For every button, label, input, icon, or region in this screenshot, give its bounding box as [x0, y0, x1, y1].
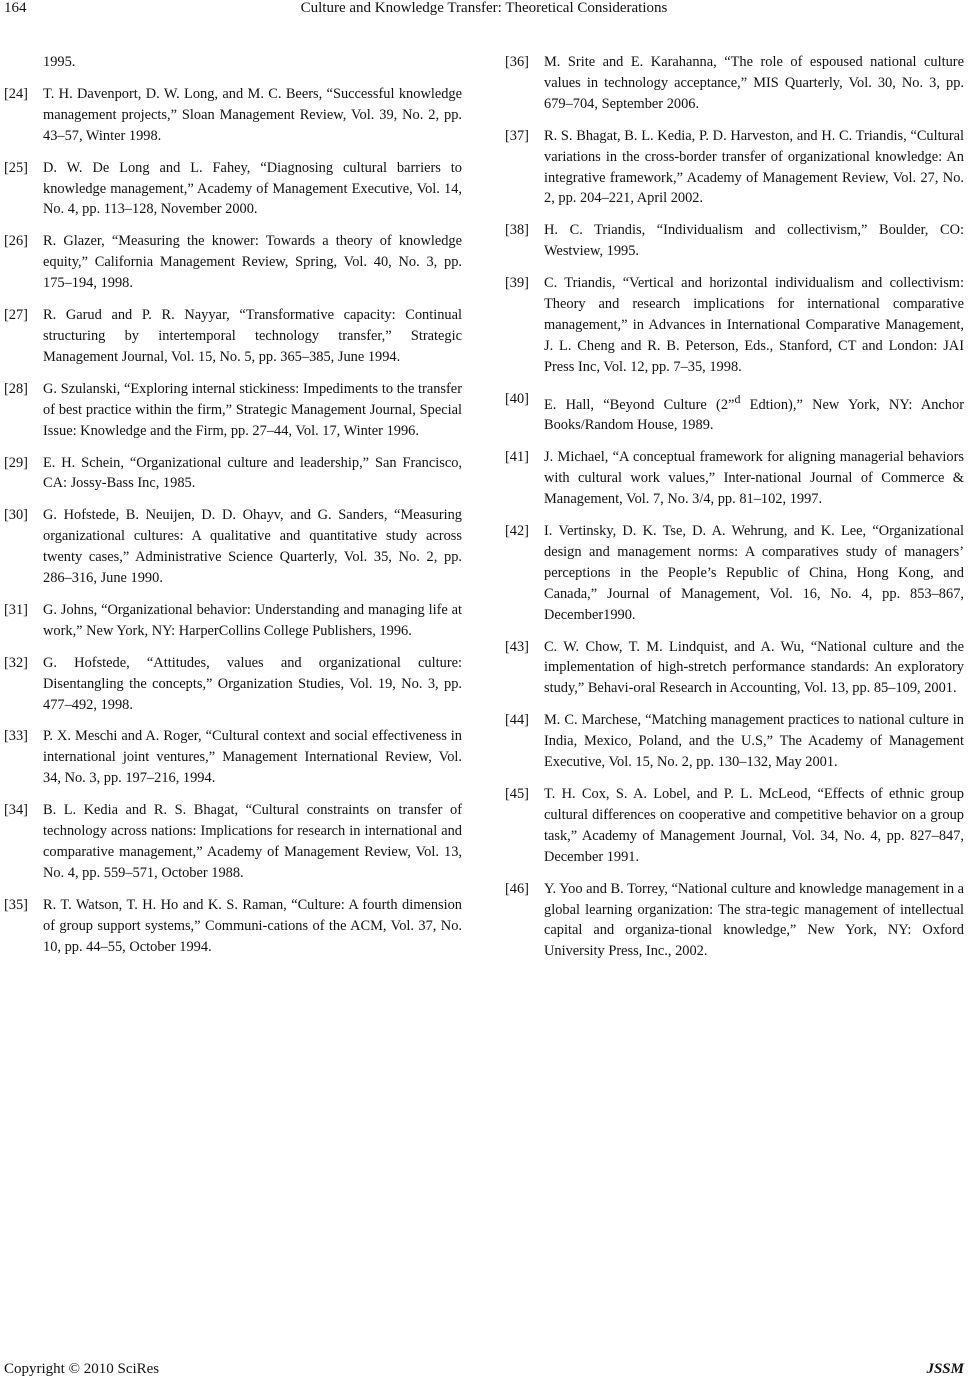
reference-text: M. Srite and E. Karahanna, “The role of espoused national culture values in technology acceptance,” MIS Quarterly, Vol. 30, No. 3, pp. 679–704, September 2006. — [544, 54, 964, 112]
reference-29 — [4, 453, 462, 495]
reference-text: G. Szulanski, “Exploring internal stickiness: Impediments to the transfer of best practice within the firm,” Strategic Management Journal, Special Issue: Knowledge and the Firm, pp. 27–44, Vol. 17, Winter 1996. — [43, 380, 462, 439]
reference-24 — [4, 84, 462, 147]
reference-text — [544, 389, 964, 437]
page-number: 164 — [4, 0, 27, 16]
reference-text: G. Hofstede, “Attitudes, values and organizational culture: Disentangling the concepts,” Organization Studies, Vol. 19, No. 3, pp. 477–492, 1998. — [43, 654, 462, 713]
reference-28 — [4, 379, 462, 442]
reference-33 — [4, 726, 462, 789]
reference-number: [33] — [4, 728, 28, 745]
reference-number: [40] — [505, 390, 529, 407]
reference-number: [28] — [4, 380, 28, 397]
reference-text: M. C. Marchese, “Matching management practices to national culture in India, Mexico, Poland, and the U.S,” The Academy of Management Executive, Vol. 15, No. 2, pp. 130–132, May 2001. — [544, 712, 964, 771]
reference-46 — [505, 879, 964, 963]
journal-abbreviation: JSSM — [926, 1361, 964, 1377]
reference-number: [45] — [505, 785, 529, 802]
reference-37 — [505, 126, 964, 210]
running-title: Culture and Knowledge Transfer: Theoretical Considerations — [300, 0, 668, 16]
reference-45 — [505, 784, 964, 868]
reference-number: [42] — [505, 523, 529, 540]
left-column — [4, 52, 462, 969]
reference-text: P. X. Meschi and A. Roger, “Cultural context and social effectiveness in international joint ventures,” Management International Review, Vol. 34, No. 3, pp. 197–216, 1994. — [43, 728, 462, 787]
reference-38 — [505, 220, 964, 262]
reference-continuation: 1995. — [43, 54, 76, 70]
reference-number: [37] — [505, 127, 529, 144]
reference-44 — [505, 710, 964, 773]
reference-number: [34] — [4, 802, 28, 819]
reference-number: [32] — [4, 654, 28, 671]
reference-number: [38] — [505, 222, 529, 239]
reference-text: Y. Yoo and B. Torrey, “National culture and knowledge management in a global learning organization: The stra-tegic management of intellectual capital and organiza-tional knowledge,” New York, NY: Oxford University Press, Inc., 2002. — [544, 880, 964, 960]
reference-text: R. S. Bhagat, B. L. Kedia, P. D. Harveston, and H. C. Triandis, “Cultural variations in the cross-border transfer of organizational knowledge: An integrative framework,” Academy of Management Review, Vol. 27, No. 2, pp. 204–221, April 2002. — [544, 127, 964, 207]
reference-42 — [505, 521, 964, 626]
reference-text-part: E. Hall, “Beyond Culture (2” — [544, 396, 735, 413]
reference-36 — [505, 52, 964, 115]
page-header — [4, 0, 964, 22]
reference-number: [25] — [4, 159, 28, 176]
reference-31 — [4, 600, 462, 642]
reference-text: B. L. Kedia and R. S. Bhagat, “Cultural constraints on transfer of technology across nations: Implications for research in international and comparative management,” Academy of Management Review, Vol. 13, No. 4, pp. 559–571, October 1988. — [43, 802, 462, 881]
superscript: d — [734, 391, 741, 406]
reference-text: H. C. Triandis, “Individualism and collectivism,” Boulder, CO: Westview, 1995. — [544, 222, 964, 260]
reference-text: J. Michael, “A conceptual framework for aligning managerial behaviors with cultural work values,” Inter-national Journal of Commerce & Management, Vol. 7, No. 3/4, pp. 81–102, 1997. — [544, 449, 964, 508]
reference-number: [31] — [4, 601, 28, 618]
reference-35 — [4, 895, 462, 958]
copyright-notice: Copyright © 2010 SciRes — [4, 1361, 160, 1377]
reference-number: [46] — [505, 880, 529, 897]
reference-text: R. Garud and P. R. Nayyar, “Transformative capacity: Continual structuring by intertemporal technology transfer,” Strategic Management Journal, Vol. 15, No. 5, pp. 365–385, June 1994. — [43, 307, 462, 365]
reference-30 — [4, 505, 462, 589]
reference-40 — [505, 389, 964, 437]
reference-number: [44] — [505, 712, 529, 729]
reference-number: [41] — [505, 449, 529, 466]
reference-number: [36] — [505, 54, 529, 70]
reference-text: R. Glazer, “Measuring the knower: Towards a theory of knowledge equity,” California Management Review, Spring, Vol. 40, No. 3, pp. 175–194, 1998. — [43, 233, 462, 292]
reference-text: T. H. Davenport, D. W. Long, and M. C. Beers, “Successful knowledge management projects,” Sloan Management Review, Vol. 39, No. 2, pp. 43–57, Winter 1998. — [43, 85, 462, 144]
reference-text: D. W. De Long and L. Fahey, “Diagnosing cultural barriers to knowledge management,” Academy of Management Executive, Vol. 14, No. 4, pp. 113–128, November 2000. — [43, 159, 462, 218]
reference-32 — [4, 653, 462, 716]
reference-text: G. Hofstede, B. Neuijen, D. D. Ohayv, and G. Sanders, “Measuring organizational cultures: A qualitative and quantitative study across twenty cases,” Administrative Science Quarterly, Vol. 35, No. 2, pp. 286–316, June 1990. — [43, 507, 462, 587]
reference-number: [27] — [4, 307, 28, 324]
reference-number: [43] — [505, 638, 529, 655]
reference-text: C. W. Chow, T. M. Lindquist, and A. Wu, “National culture and the implementation of high-stretch performance standards: An exploratory study,” Behavi-oral Research in Accounting, Vol. 13, pp. 85–109, 2001. — [544, 638, 964, 697]
reference-34 — [4, 800, 462, 884]
reference-27 — [4, 305, 462, 368]
reference-text: E. H. Schein, “Organizational culture and leadership,” San Francisco, CA: Jossy-Bass Inc, 1985. — [43, 454, 462, 492]
reference-25 — [4, 158, 462, 221]
reference-26 — [4, 231, 462, 294]
right-column — [505, 52, 964, 973]
reference-41 — [505, 447, 964, 510]
reference-number: [29] — [4, 454, 28, 471]
reference-43 — [505, 637, 964, 700]
reference-text: C. Triandis, “Vertical and horizontal individualism and collectivism: Theory and research implications for international comparative management,” in Advances in International Comparative Management, J. L. Cheng and R. B. Peterson, Eds., Stanford, CT and London: JAI Press Inc, Vol. 12, pp. 7–35, 1998. — [544, 275, 964, 375]
reference-number: [39] — [505, 275, 529, 292]
reference-text: G. Johns, “Organizational behavior: Understanding and managing life at work,” New York, NY: HarperCollins College Publishers, 1996. — [43, 601, 462, 639]
reference-text-part: Edtion),” New York, NY: Anchor Books/Random House, 1989. — [544, 396, 964, 434]
reference-number: [35] — [4, 896, 28, 913]
reference-text: R. T. Watson, T. H. Ho and K. S. Raman, “Culture: A fourth dimension of group support systems,” Communi-cations of the ACM, Vol. 37, No. 10, pp. 44–55, October 1994. — [43, 896, 462, 955]
reference-text: T. H. Cox, S. A. Lobel, and P. L. McLeod, “Effects of ethnic group cultural differences on cooperative and competitive behavior on a group task,” Academy of Management Journal, Vol. 34, No. 4, pp. 827–847, December 1991. — [544, 785, 964, 865]
reference-text: I. Vertinsky, D. K. Tse, D. A. Wehrung, and K. Lee, “Organizational design and management norms: A comparatives study of managers’ perceptions in the People’s Republic of China, Hong Kong, and Canada,” Journal of Management, Vol. 16, No. 4, pp. 853–867, December1990. — [544, 523, 964, 623]
reference-39 — [505, 273, 964, 378]
reference-number: [30] — [4, 507, 28, 524]
reference-number: [24] — [4, 85, 28, 102]
page-footer — [4, 1358, 964, 1378]
reference-number: [26] — [4, 233, 28, 250]
